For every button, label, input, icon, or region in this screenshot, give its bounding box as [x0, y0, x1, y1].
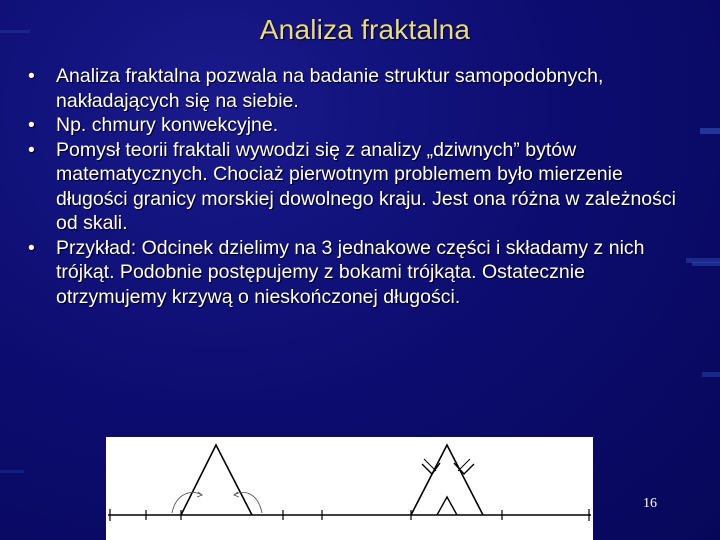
bullet-list	[28, 64, 698, 309]
bullet-text: Np. chmury konwekcyjne.	[56, 114, 279, 136]
slide-title: Analiza fraktalna	[259, 14, 471, 45]
bullet-item	[28, 64, 698, 113]
bullet-item	[28, 138, 698, 236]
fractal-construction-figure	[106, 437, 593, 540]
bullet-text: Przykład: Odcinek dzielimy na 3 jednakowe części i składamy z nich trójkąt. Podobnie postępujemy z bokami trójkąta. Ostatecznie otrzymujemy krzywą o nieskończonej długości.	[56, 236, 645, 308]
bullet-marker: •	[28, 236, 35, 259]
page-number: 16	[643, 496, 657, 511]
bullet-marker: •	[28, 65, 35, 87]
bullet-text: Pomysł teorii fraktali wywodzi się z analizy „dziwnych” bytów matematycznych. Chociaż pierwotnym problemem było mierzenie długości granicy morskiej dowolnego kraju. Jest ona różna w zależności od skali.	[56, 138, 676, 234]
bullet-marker: •	[28, 114, 35, 136]
bullet-item	[28, 236, 698, 310]
bullet-text: Analiza fraktalna pozwala na badanie struktur samopodobnych, nakładających się na siebie.	[56, 65, 604, 112]
bullet-item	[28, 113, 698, 138]
bullet-marker: •	[28, 138, 35, 161]
